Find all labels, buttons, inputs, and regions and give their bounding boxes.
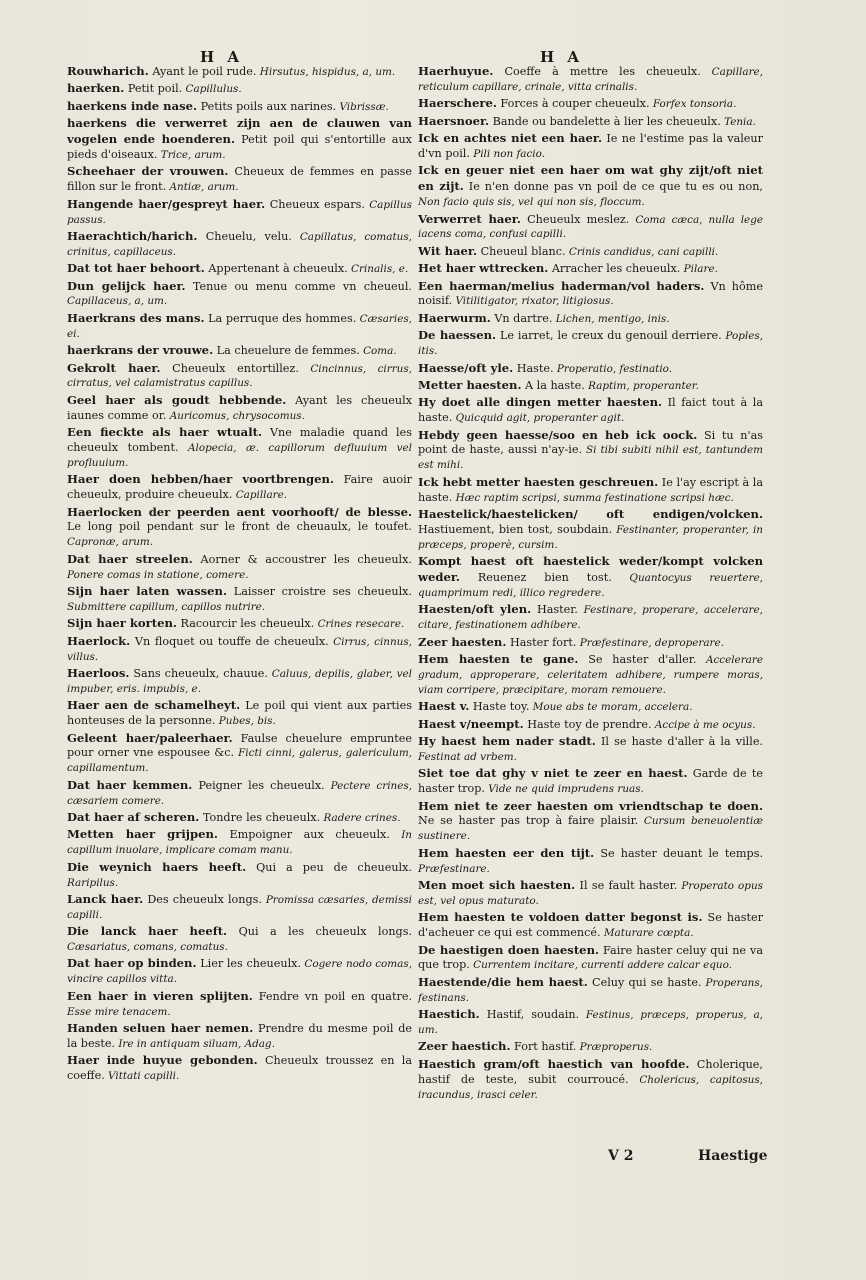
french-gloss: Haster. — [531, 603, 578, 617]
dictionary-entry — [418, 395, 763, 426]
dictionary-entry — [418, 602, 763, 633]
dictionary-entry — [418, 261, 763, 277]
latin-gloss: Hirsutus, hispidus, a, um. — [256, 66, 396, 78]
latin-gloss: Cæsariatus, comans, comatus. — [67, 941, 228, 954]
dictionary-entry — [67, 425, 412, 471]
french-gloss: Si tu n'as point de haste, aussi n'ay-ie. — [418, 428, 763, 457]
latin-gloss: Ire in antiquam siluam, Adag. — [115, 1037, 275, 1050]
dictionary-entry — [418, 428, 763, 474]
latin-gloss: Alopecia, æ. capillorum defluuium vel profluuium. — [67, 441, 412, 469]
latin-gloss: Auricomus, chrysocomus. — [166, 409, 305, 422]
headword: Wit haer. — [418, 243, 478, 258]
latin-gloss: Raripilus. — [67, 876, 119, 889]
french-gloss: Ie l'ay escript à la haste. — [418, 475, 764, 504]
headword: Haerlocken der peerden aent voorhooft/ de blesse. — [67, 504, 412, 519]
latin-gloss: Capillaceus, a, um. — [67, 295, 168, 308]
dictionary-entry — [67, 924, 412, 955]
dictionary-entry — [67, 472, 412, 503]
latin-gloss: Cirrus, cinnus, villus. — [67, 635, 412, 663]
latin-gloss: Esse mire tenacem. — [67, 1005, 171, 1018]
french-gloss: Hastif, soudain. — [479, 1008, 580, 1022]
dictionary-entry — [67, 261, 412, 277]
dictionary-entry — [67, 505, 412, 551]
headword: Die weynich haers heeft. — [67, 859, 247, 874]
headword: Metten haer grijpen. — [67, 827, 218, 842]
french-gloss: Tondre les cheueulx. — [199, 810, 321, 824]
latin-gloss: Præfestinare. — [418, 862, 490, 875]
headword: Gekrolt haer. — [67, 360, 161, 375]
dictionary-entry — [418, 475, 763, 506]
french-gloss: Aorner & accoustrer les cheueulx. — [192, 552, 412, 566]
french-gloss: Qui a peu de cheueulx. — [246, 860, 412, 874]
right-column — [418, 64, 763, 1104]
headword: Dun gelijck haer. — [67, 278, 186, 293]
dictionary-entry — [67, 164, 412, 195]
headword: Hy haest hem nader stadt. — [418, 734, 596, 749]
french-gloss: Haste. — [513, 361, 554, 375]
dictionary-entry — [67, 1053, 412, 1084]
latin-gloss: Festinanter, properanter, in præceps, properè, cursim. — [418, 523, 764, 551]
headword: Ick hebt metter haesten geschreuen. — [418, 474, 659, 489]
headword: Haerschere. — [418, 96, 497, 111]
french-gloss: Tenue ou menu comme vn cheueul. — [185, 279, 412, 293]
french-gloss: Lier les cheueulx. — [196, 957, 302, 971]
french-gloss: Forces à couper cheueulx. — [496, 97, 650, 111]
french-gloss: La cheuelure de femmes. — [213, 344, 360, 358]
dictionary-entry — [418, 652, 763, 698]
dictionary-entry — [67, 279, 412, 310]
latin-gloss: Trice, arum. — [157, 148, 226, 161]
headword: Dat tot haer behoort. — [67, 261, 205, 276]
french-gloss: Cholerique, hastif de teste, subit courroucé. — [418, 1057, 763, 1086]
french-gloss: Se haster d'aller. — [578, 653, 697, 667]
latin-gloss: Vitilitigator, rixator, litigiosus. — [452, 295, 614, 308]
latin-gloss: Accipe à me ocyus. — [651, 718, 756, 731]
french-gloss: Petit poil qui s'entortille aux pieds d'oiseaux. — [67, 133, 412, 161]
dictionary-entry — [418, 1039, 763, 1055]
dictionary-entry — [418, 279, 763, 310]
dictionary-entry — [67, 552, 412, 583]
dictionary-entry — [67, 361, 412, 392]
dictionary-entry — [67, 698, 412, 729]
headword: Een haerman/melius haderman/vol haders. — [418, 278, 705, 293]
french-gloss: Cheueul blanc. — [477, 244, 566, 258]
french-gloss: Le long poil pendant sur le front de cheuaulx, le toufet. — [67, 520, 412, 534]
french-gloss: Qui a les cheueulx longs. — [227, 925, 412, 939]
dictionary-entry — [418, 378, 763, 394]
headword: Lanck haer. — [67, 891, 144, 906]
latin-gloss: Festinare, properare, accelerare, citare, festinationem adhibere. — [418, 604, 763, 632]
french-gloss: Il se fault haster. — [575, 879, 678, 893]
latin-gloss: Capillatus, comatus, crinitus, capillaceus. — [67, 230, 412, 258]
headword: Hangende haer/gespreyt haer. — [67, 196, 266, 211]
french-gloss: Faulse cheuelure empruntee pour orner vne espousee &c. — [67, 731, 412, 760]
french-gloss: La perruque des hommes. — [204, 311, 357, 325]
latin-gloss: Cursum beneuolentiæ sustinere. — [418, 815, 763, 843]
dictionary-entry — [418, 114, 763, 130]
french-gloss: Haste toy de prendre. — [523, 717, 652, 731]
french-gloss: Il faict tout à la haste. — [418, 396, 763, 425]
dictionary-entry — [418, 846, 763, 877]
french-gloss: Laisser croistre ses cheueulx. — [227, 585, 413, 598]
latin-gloss: Coma. — [359, 345, 397, 358]
french-gloss: Ne se haster pas trop à faire plaisir. — [418, 814, 639, 828]
headword: Haestich gram/oft haestich van hoofde. — [418, 1056, 690, 1071]
french-gloss: Racourcir les cheueulx. — [176, 617, 315, 631]
latin-gloss: Poples, itis. — [418, 330, 763, 358]
french-gloss: Appertenant à cheueulx. — [204, 262, 348, 276]
latin-gloss: Pili non facio. — [469, 147, 546, 160]
latin-gloss: Festinat ad vrbem. — [418, 750, 517, 763]
latin-gloss: Non facio quis sis, vel qui non sis, floccum. — [418, 196, 645, 209]
headword: Sijn haer korten. — [67, 616, 177, 631]
french-gloss: Cheueux espars. — [265, 197, 365, 211]
latin-gloss: Quantocyus reuertere, quamprimum redi, illico regredere. — [418, 572, 763, 599]
dictionary-entry — [67, 810, 412, 826]
headword: Haesten/oft ylen. — [418, 602, 532, 617]
headword: Haerkrans des mans. — [67, 310, 205, 325]
latin-gloss: Pectere crines, cæsariem comere. — [67, 779, 412, 807]
latin-gloss: Hæc raptim scripsi, summa festinatione scripsi hæc. — [452, 491, 734, 504]
french-gloss: Cheueulx entortillez. — [160, 361, 299, 375]
dictionary-entry — [418, 311, 763, 327]
dictionary-entry — [418, 975, 763, 1006]
dictionary-entry — [418, 766, 763, 797]
headword: Haer inde huyue gebonden. — [67, 1053, 258, 1068]
headword: Haerwurm. — [418, 310, 491, 325]
headword: Haest v/neempt. — [418, 716, 524, 731]
headword: De haestigen doen haesten. — [418, 942, 600, 957]
running-head-right: H A — [540, 48, 584, 66]
french-gloss: Le iarret, le creux du genouil derriere. — [496, 329, 722, 343]
dictionary-entry — [67, 666, 412, 697]
latin-gloss: In capillum inuolare, implicare comam manu. — [67, 829, 412, 857]
latin-gloss: Forfex tonsoria. — [649, 98, 737, 111]
headword: Verwerret haer. — [418, 211, 521, 226]
dictionary-entry — [67, 81, 412, 97]
headword: Ick en geuer niet een haer om wat ghy zijt/oft niet en zijt. — [418, 163, 763, 194]
dictionary-entry — [418, 244, 763, 260]
latin-gloss: Vittati capilli. — [104, 1070, 180, 1083]
latin-gloss: Festinus, præceps, properus, a, um. — [418, 1009, 763, 1037]
latin-gloss: Cogere nodo comas, vincire capillos vitta. — [67, 958, 412, 986]
french-gloss: Fort hastif. — [510, 1040, 577, 1054]
catchword: Haestige — [698, 1148, 768, 1164]
french-gloss: Cheuelu, velu. — [197, 229, 292, 243]
dictionary-entry — [418, 717, 763, 733]
headword: Haer aen de schamelheyt. — [67, 698, 241, 713]
french-gloss: Haster fort. — [506, 635, 577, 649]
dictionary-entry — [67, 989, 412, 1020]
headword: Een haer in vieren splijten. — [67, 988, 253, 1003]
french-gloss: Il se haste d'aller à la ville. — [595, 735, 763, 749]
latin-gloss: Capillare. — [232, 489, 288, 502]
headword: Haer doen hebben/haer voortbrengen. — [67, 472, 335, 487]
french-gloss: Cheueux de femmes en passe fillon sur le front. — [67, 165, 412, 194]
headword: Die lanck haer heeft. — [67, 924, 228, 939]
latin-gloss: Crinalis, e. — [347, 263, 409, 276]
french-gloss: Vn floquet ou touffe de cheueulx. — [130, 634, 329, 648]
dictionary-entry — [418, 910, 763, 941]
french-gloss: Ayant le poil rude. — [148, 65, 257, 78]
dictionary-entry — [418, 361, 763, 377]
dictionary-entry — [418, 328, 763, 359]
french-gloss: Arracher les cheueulx. — [548, 262, 681, 276]
dictionary-entry — [418, 1057, 763, 1103]
french-gloss: Haste toy. — [469, 700, 530, 714]
headword: Haerachtich/harich. — [67, 228, 198, 243]
latin-gloss: Moue abs te moram, accelera. — [529, 701, 693, 714]
dictionary-entry — [67, 393, 412, 424]
signature-mark: V 2 — [608, 1148, 634, 1164]
latin-gloss: Coma cæca, nulla lege iacens coma, confusi capilli. — [418, 213, 763, 241]
dictionary-entry — [418, 943, 763, 974]
headword: Handen seluen haer nemen. — [67, 1021, 254, 1036]
headword: Hebdy geen haesse/soo en heb ick oock. — [418, 427, 698, 442]
french-gloss: Sans cheueulx, chauue. — [129, 666, 268, 680]
latin-gloss: Capronæ, arum. — [67, 536, 154, 549]
latin-gloss: Radere crines. — [320, 811, 401, 824]
latin-gloss: Ficti cinni, galerus, galericulum, capillamentum. — [67, 747, 412, 775]
dictionary-entry — [418, 163, 763, 210]
french-gloss: Se haster deuant le temps. — [594, 846, 763, 860]
dictionary-entry — [67, 1021, 412, 1052]
headword: haerkens die verwerret zijn aen de clauwen van vogelen ende hoenderen. — [67, 116, 412, 147]
headword: Hem haesten eer den tijt. — [418, 845, 595, 860]
dictionary-entry — [418, 131, 763, 162]
french-gloss: Ie n'en donne pas vn poil de ce que tu es ou non, — [463, 180, 763, 194]
headword: Zeer haesten. — [418, 634, 507, 649]
dictionary-entry — [67, 827, 412, 858]
dictionary-entry — [67, 584, 412, 615]
headword: Geel haer als goudt hebbende. — [67, 392, 287, 407]
latin-gloss: Præproperus. — [576, 1041, 653, 1054]
latin-gloss: Quicquid agit, properanter agit. — [452, 412, 625, 425]
headword: Metter haesten. — [418, 377, 522, 392]
dictionary-entry — [67, 778, 412, 809]
latin-gloss: Pubes, bis. — [215, 715, 276, 728]
headword: Een fieckte als haer wtualt. — [67, 425, 262, 440]
headword: De haessen. — [418, 328, 497, 343]
headword: Dat haer af scheren. — [67, 809, 200, 824]
headword: Hem haesten te voldoen datter begonst is. — [418, 910, 703, 925]
latin-gloss: Præfestinare, deproperare. — [576, 636, 724, 649]
latin-gloss: Cincinnus, cirrus, cirratus, vel calamistratus capillus. — [67, 362, 412, 390]
headword: Hem haesten te gane. — [418, 652, 579, 667]
dictionary-entry — [67, 343, 412, 359]
dictionary-entry — [67, 956, 412, 987]
latin-gloss: Pilare. — [680, 263, 718, 276]
headword: Haestich. — [418, 1007, 480, 1022]
french-gloss: Cheueulx meslez. — [520, 212, 630, 226]
latin-gloss: Cholericus, capitosus, iracundus, irasci celer. — [418, 1073, 763, 1101]
headword: Geleent haer/paleerhaer. — [67, 730, 233, 745]
latin-gloss: Vibrissæ. — [336, 100, 389, 113]
dictionary-entry — [67, 64, 412, 80]
dictionary-entry — [418, 96, 763, 112]
latin-gloss: Ponere comas in statione, comere. — [67, 568, 249, 581]
dictionary-entry — [67, 311, 412, 342]
dictionary-entry — [67, 892, 412, 923]
dictionary-entry — [418, 1007, 763, 1038]
running-head-left: H A — [200, 48, 244, 66]
dictionary-entry — [67, 860, 412, 891]
french-gloss: Bande ou bandelette à lier les cheueulx. — [489, 114, 721, 128]
french-gloss: Ayant les cheueulx iaunes comme or. — [67, 393, 413, 422]
headword: Haestende/die hem haest. — [418, 974, 588, 989]
french-gloss: Vn hôme noisif. — [418, 279, 763, 308]
headword: Dat haer kemmen. — [67, 777, 193, 792]
dictionary-entry — [418, 699, 763, 715]
latin-gloss: Caluus, depilis, glaber, vel impuber, eris. impubis, e. — [67, 667, 412, 695]
headword: Ick en achtes niet een haer. — [418, 131, 602, 146]
headword: Haest v. — [418, 699, 470, 714]
french-gloss: Fendre vn poil en quatre. — [252, 989, 412, 1003]
french-gloss: Reuenez bien tost. — [459, 571, 612, 585]
dictionary-entry — [67, 731, 412, 777]
headword: Hy doet alle dingen metter haesten. — [418, 395, 663, 410]
headword: Haerloos. — [67, 665, 130, 680]
latin-gloss: Tenia. — [720, 115, 756, 128]
dictionary-entry — [67, 634, 412, 665]
dictionary-entry — [67, 616, 412, 632]
dictionary-entry — [418, 878, 763, 909]
french-gloss: Coeffe à mettre les cheueulx. — [493, 65, 701, 78]
dictionary-entry — [67, 197, 412, 228]
headword: Rouwharich. — [67, 64, 149, 78]
french-gloss: A la haste. — [521, 378, 585, 392]
latin-gloss: Antiæ, arum. — [166, 181, 239, 194]
dictionary-entry — [67, 99, 412, 115]
latin-gloss: Promissa cæsaries, demissi capilli. — [67, 893, 412, 921]
headword: haerkrans der vrouwe. — [67, 343, 214, 358]
dictionary-entry — [418, 734, 763, 765]
french-gloss: Prendre du mesme poil de la beste. — [67, 1022, 412, 1050]
latin-gloss: Properans, festinans. — [418, 976, 763, 1004]
french-gloss: Peigner les cheueulx. — [192, 778, 325, 792]
dictionary-entry — [418, 554, 763, 601]
headword: haerken. — [67, 81, 125, 96]
headword: Scheehaer der vrouwen. — [67, 164, 229, 179]
latin-gloss: Cæsaries, ei. — [67, 312, 412, 340]
headword: Dat haer op binden. — [67, 956, 197, 971]
latin-gloss: Capillulus. — [182, 83, 242, 96]
french-gloss: Se haster d'acheuer ce qui est commencé. — [418, 911, 763, 940]
french-gloss: Des cheueulx longs. — [143, 892, 262, 906]
french-gloss: Ie ne l'estime pas la valeur d'vn poil. — [418, 132, 763, 160]
dictionary-entry — [418, 212, 763, 243]
headword: Hem niet te zeer haesten om vriendtschap te doen. — [418, 798, 763, 813]
french-gloss: Empoigner aux cheueulx. — [217, 828, 390, 842]
latin-gloss: Capillus passus. — [67, 198, 412, 226]
french-gloss: Le poil qui vient aux parties honteuses de la personne. — [67, 699, 412, 728]
french-gloss: Cheueulx troussez en la coeffe. — [67, 1054, 413, 1083]
dictionary-entry — [418, 799, 763, 845]
latin-gloss: Maturare cœpta. — [600, 927, 694, 940]
latin-gloss: Currentem incitare, currenti addere calcar equo. — [469, 959, 732, 972]
latin-gloss: Crines resecare. — [314, 618, 405, 631]
french-gloss: Garde de te haster trop. — [418, 767, 763, 796]
headword: Haerhuyue. — [418, 64, 494, 78]
headword: Men moet sich haesten. — [418, 878, 576, 893]
headword: Haersnoer. — [418, 113, 490, 128]
french-gloss: Hastiuement, bien tost, soubdain. — [418, 522, 613, 536]
latin-gloss: Crinis candidus, cani capilli. — [565, 245, 719, 258]
french-gloss: Petit poil. — [124, 82, 183, 96]
dictionary-entry — [67, 116, 412, 163]
french-gloss: Faire haster celuy qui ne va que trop. — [418, 943, 763, 972]
headword: Siet toe dat ghy v niet te zeer en haest. — [418, 766, 688, 781]
latin-gloss: Submittere capillum, capillos nutrire. — [67, 600, 266, 613]
headword: Haestelick/haestelicken/ oft endigen/volcken. — [418, 507, 763, 522]
headword: Haerlock. — [67, 633, 131, 648]
latin-gloss: Accelerare gradum, approperare, celeritatem adhibere, rumpere moras, viam corripere, præcipitare, moram remouere. — [418, 654, 763, 696]
latin-gloss: Properatio, festinatio. — [553, 362, 673, 375]
latin-gloss: Lichen, mentigo, inis. — [552, 312, 670, 325]
latin-gloss: Si tibi subiti nihil est, tantundem est mihi. — [418, 444, 763, 472]
french-gloss: Petits poils aux narines. — [197, 99, 337, 113]
headword: haerkens inde nase. — [67, 98, 198, 113]
french-gloss: Faire auoir cheueulx, produire cheueulx. — [67, 473, 413, 502]
headword: Sijn haer laten wassen. — [67, 584, 228, 598]
french-gloss: Celuy qui se haste. — [587, 975, 702, 989]
headword: Haesse/oft yle. — [418, 360, 514, 375]
dictionary-entry — [418, 507, 763, 553]
latin-gloss: Properato opus est, vel opus maturato. — [418, 880, 763, 907]
dictionary-entry — [67, 229, 412, 260]
french-gloss: Vn dartre. — [490, 311, 553, 325]
latin-gloss: Capillare, reticulum capillare, crinale, vitta crinalis. — [418, 66, 763, 93]
headword: Zeer haestich. — [418, 1039, 511, 1054]
latin-gloss: Vide ne quid imprudens ruas. — [484, 783, 644, 796]
latin-gloss: Raptim, properanter. — [584, 379, 699, 392]
french-gloss: Vne maladie quand les cheueulx tombent. — [67, 426, 412, 454]
headword: Het haer wttrecken. — [418, 261, 549, 276]
dictionary-entry — [418, 635, 763, 651]
headword: Dat haer streelen. — [67, 551, 193, 566]
dictionary-entry — [418, 64, 763, 95]
headword: Kompt haest oft haestelick weder/kompt volcken weder. — [418, 554, 763, 585]
left-column — [67, 64, 412, 1086]
